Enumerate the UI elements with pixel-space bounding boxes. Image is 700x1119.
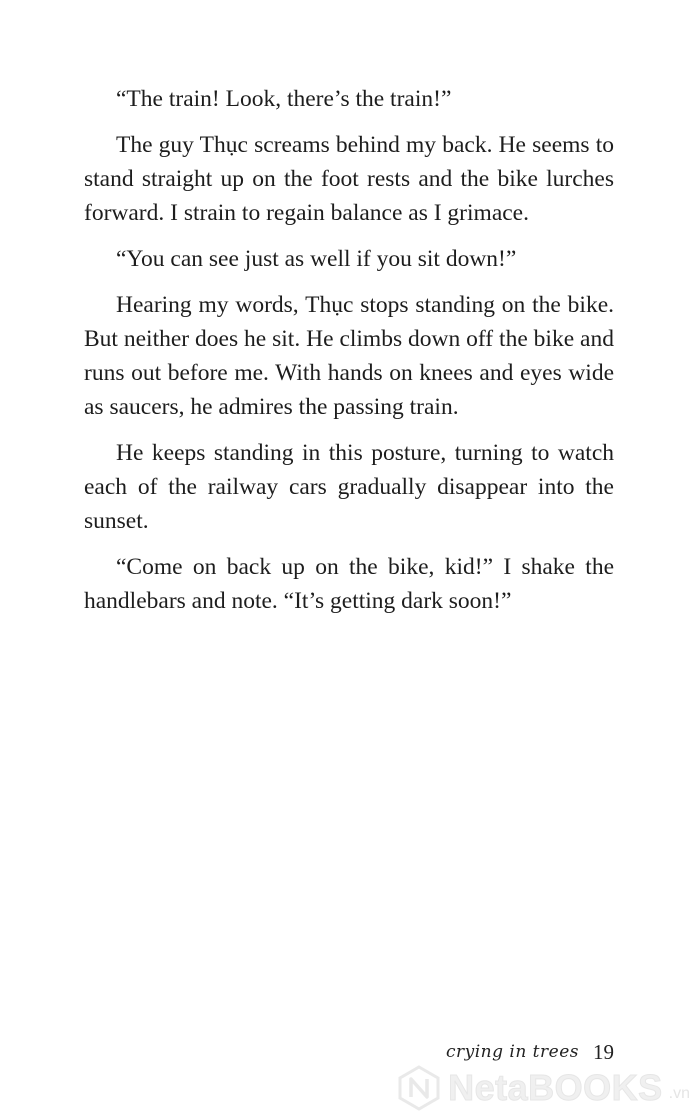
- running-title: crying in trees: [445, 1042, 579, 1062]
- paragraph-4: Hearing my words, Thục stops standing on the bike. But neither does he sit. He climbs down off the bike and runs out before me. With hands on knees and eyes wide as saucers, he admires the passing train.: [84, 292, 614, 420]
- paragraph-6: “Come on back up on the bike, kid!” I shake the handlebars and note. “It’s getting dark soon!”: [84, 554, 614, 614]
- watermark-brand: NetaBOOKS: [448, 1067, 663, 1108]
- watermark: [396, 1065, 690, 1111]
- watermark-suffix: .vn: [668, 1085, 690, 1102]
- page-number: 19: [593, 1039, 614, 1064]
- paragraph-1: “The train! Look, there’s the train!”: [116, 86, 452, 112]
- neta-logo-icon: [396, 1065, 442, 1111]
- paragraph-2: The guy Thục screams behind my back. He seems to stand straight up on the foot rests and the bike lurches forward. I strain to regain balance as I grimace.: [84, 132, 614, 226]
- paragraph-5: He keeps standing in this posture, turning to watch each of the railway cars gradually disappear into the sunset.: [84, 440, 614, 534]
- paragraph-3: “You can see just as well if you sit down!”: [116, 246, 517, 272]
- page-body: [84, 82, 614, 630]
